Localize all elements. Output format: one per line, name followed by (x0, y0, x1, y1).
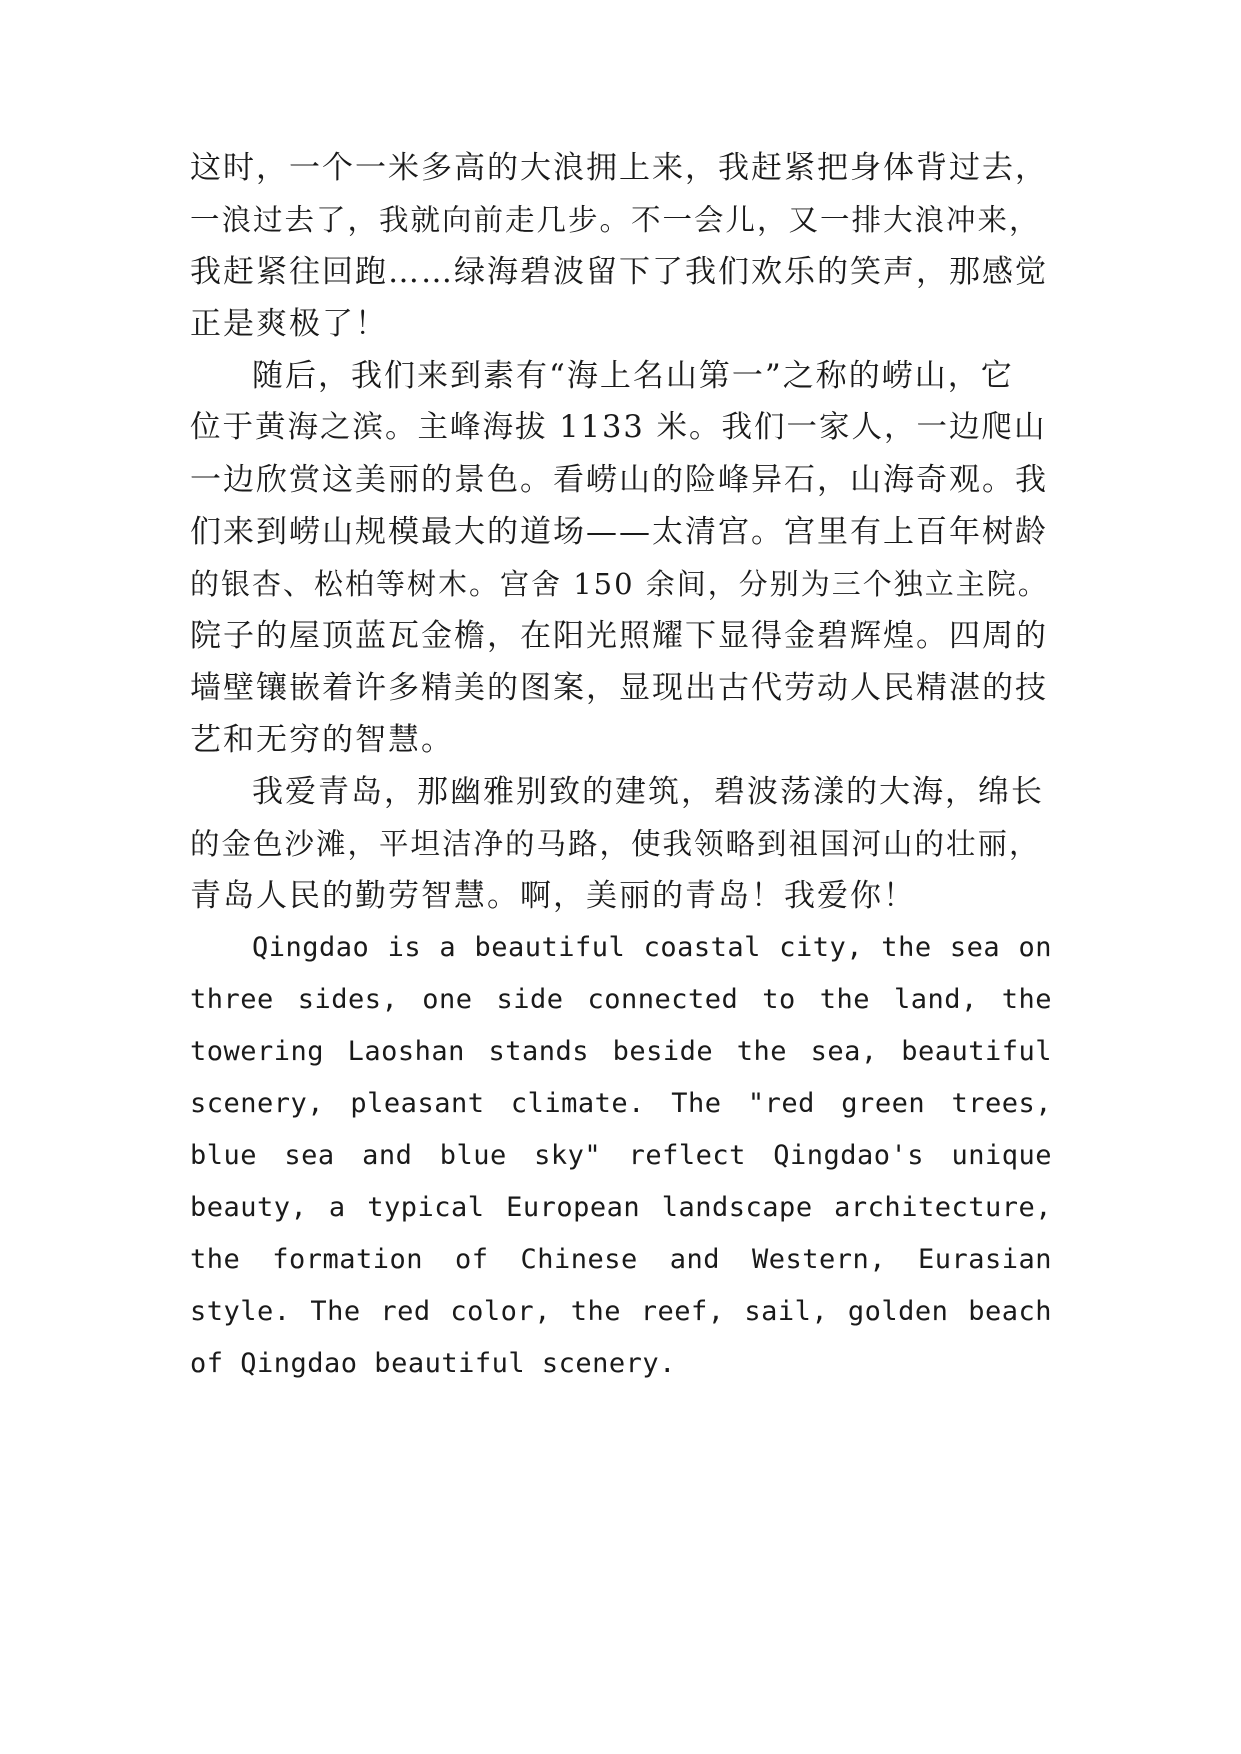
text-line: towering Laoshan stands beside the sea, beautiful (190, 1036, 1052, 1067)
text-line: 正是爽极了！ (190, 306, 388, 342)
text-line: beauty, a typical European landscape architecture, (190, 1192, 1052, 1223)
text-line: 墙壁镶嵌着许多精美的图案，显现出古代劳动人民精湛的技 (190, 670, 1048, 706)
text-line: three sides, one side connected to the land, the (190, 984, 1052, 1015)
text-line: blue sea and blue sky" reflect Qingdao's unique (190, 1140, 1052, 1171)
text-line: 院子的屋顶蓝瓦金檐，在阳光照耀下显得金碧辉煌。四周的 (190, 618, 1048, 654)
text-line: 随后，我们来到素有“海上名山第一”之称的崂山，它 (252, 358, 1014, 394)
text-line: 我爱青岛，那幽雅别致的建筑，碧波荡漾的大海，绵长 (252, 774, 1044, 810)
text-line: 艺和无穷的智慧。 (190, 722, 454, 758)
text-line: scenery, pleasant climate. The "red green trees, (190, 1088, 1052, 1119)
text-line: 一浪过去了，我就向前走几步。不一会儿，又一排大浪冲来， (190, 203, 1041, 237)
text-line: 们来到崂山规模最大的道场——太清宫。宫里有上百年树龄 (190, 514, 1048, 550)
text-line: 我赶紧往回跑……绿海碧波留下了我们欢乐的笑声，那感觉 (190, 254, 1048, 290)
text-line: 这时，一个一米多高的大浪拥上来，我赶紧把身体背过去， (190, 150, 1048, 186)
text-line: 青岛人民的勤劳智慧。啊，美丽的青岛！我爱你！ (190, 878, 916, 914)
text-line: Qingdao is a beautiful coastal city, the sea on (252, 932, 1052, 963)
text-line: 位于黄海之滨。主峰海拔 1133 米。我们一家人，一边爬山 (190, 410, 1047, 445)
text-line: style. The red color, the reef, sail, golden beach (190, 1296, 1052, 1327)
text-line: 一边欣赏这美丽的景色。看崂山的险峰异石，山海奇观。我 (190, 462, 1048, 498)
text-line: 的银杏、松柏等树木。宫舍 150 余间，分别为三个独立主院。 (190, 567, 1049, 601)
text-line: of Qingdao beautiful scenery. (190, 1348, 676, 1379)
text-line: the formation of Chinese and Western, Eurasian (190, 1244, 1052, 1275)
text-line: 的金色沙滩，平坦洁净的马路，使我领略到祖国河山的壮丽， (190, 827, 1041, 861)
